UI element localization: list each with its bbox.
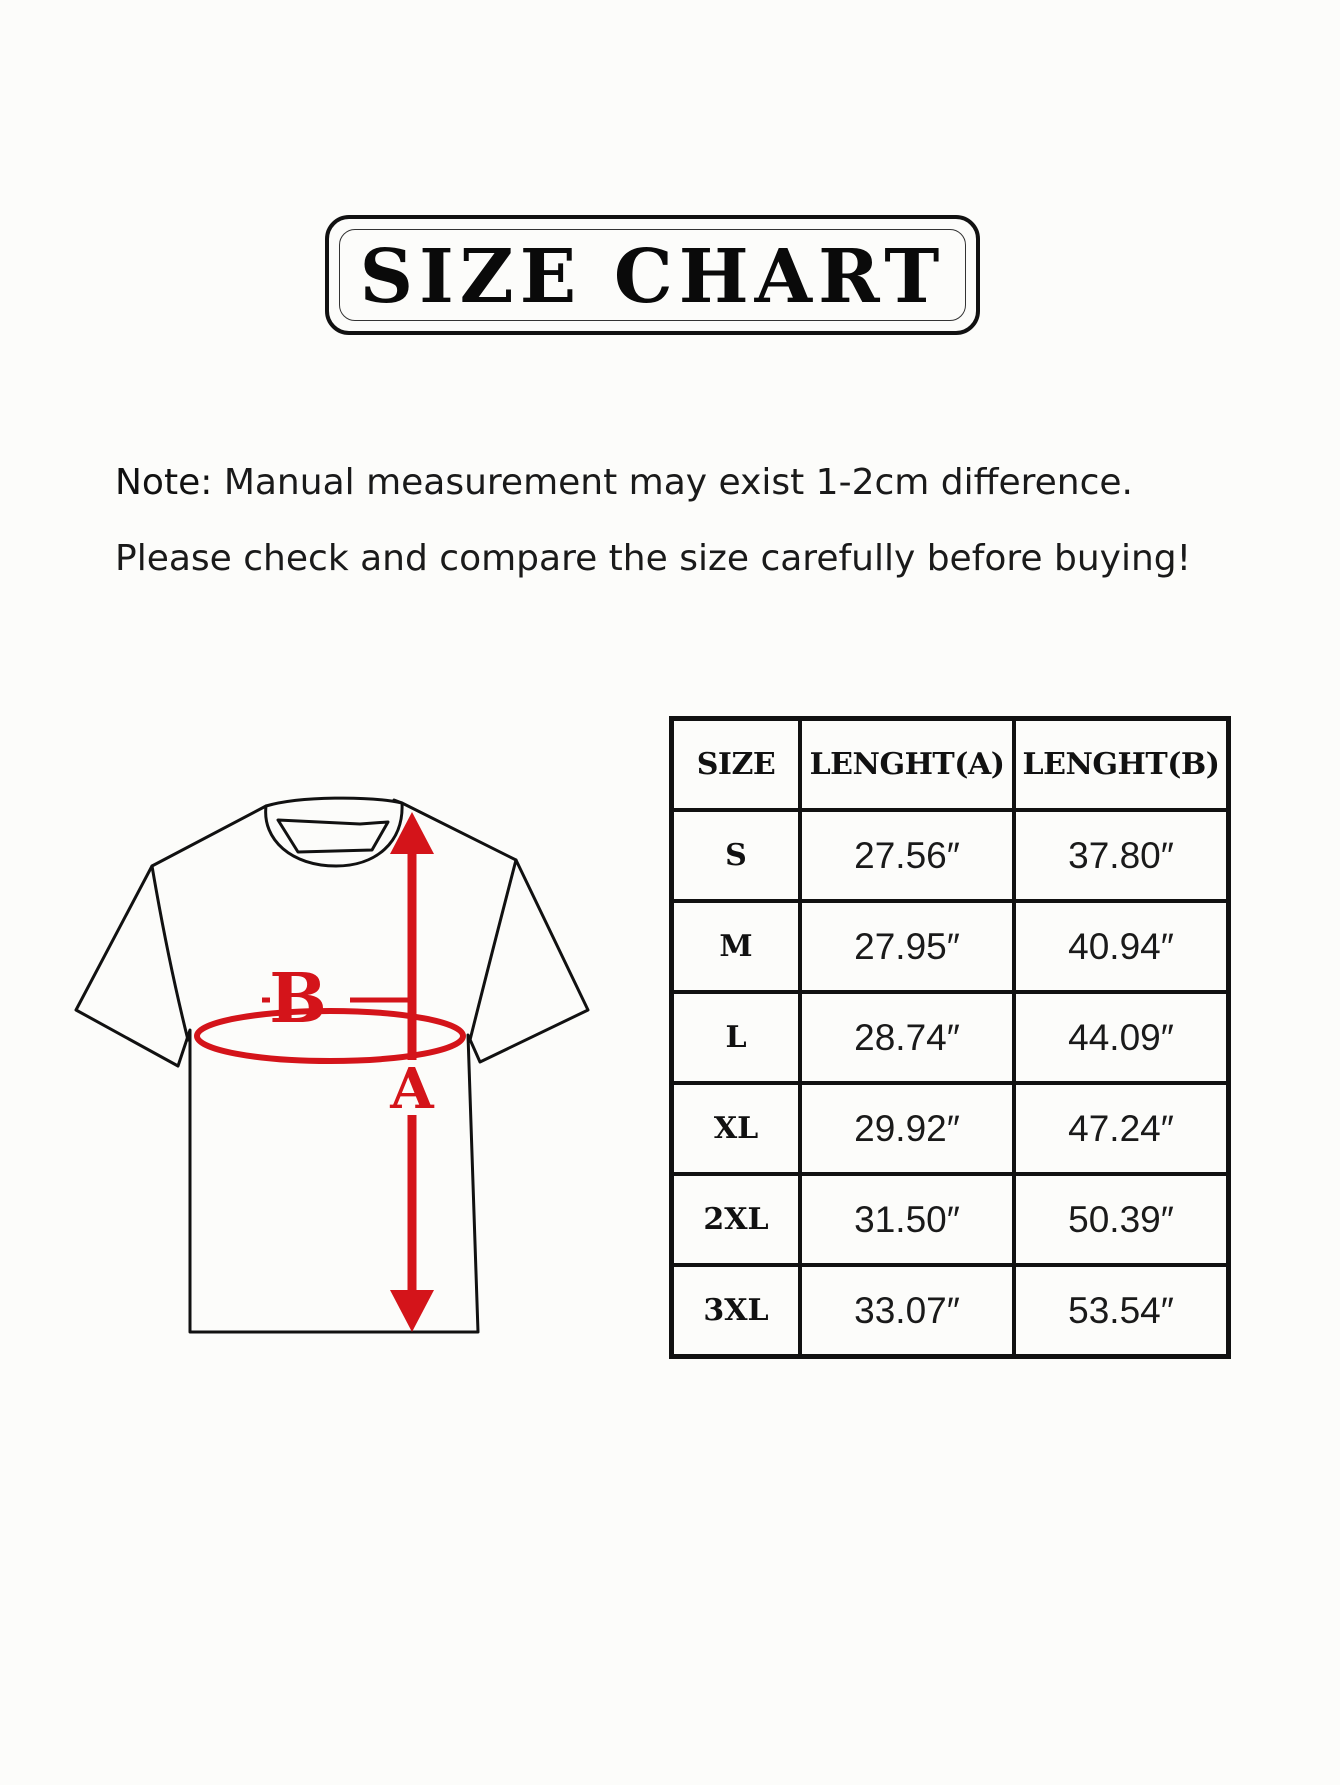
length-a-cell: 31.50″ [800,1174,1014,1265]
table-row [672,1174,1229,1265]
tshirt-right-sleeve-seam [470,860,516,1040]
table-row [672,901,1229,992]
label-b: B [269,959,327,1039]
size-cell: L [672,992,801,1083]
tshirt-neckline-inner [278,820,388,852]
length-b-cell: 37.80″ [1014,810,1229,901]
size-cell: 2XL [672,1174,801,1265]
size-cell: XL [672,1083,801,1174]
table-header-row [672,719,1229,811]
length-b-cell: 50.39″ [1014,1174,1229,1265]
length-b-cell: 53.54″ [1014,1265,1229,1357]
table-row [672,1083,1229,1174]
note-label: Note: [115,462,213,503]
table-row [672,810,1229,901]
note-text-2: Please check and compare the size carefully before buying! [115,538,1192,579]
header-length-a: LENGHT(A) [800,719,1014,811]
arrow-down-head [390,1290,434,1332]
size-cell: S [672,810,801,901]
measure-chest-ellipse [197,1000,463,1061]
size-cell: 3XL [672,1265,801,1357]
table-row [672,1265,1229,1357]
length-a-cell: 29.92″ [800,1083,1014,1174]
header-size: SIZE [672,719,801,811]
length-a-cell: 28.74″ [800,992,1014,1083]
header-length-b: LENGHT(B) [1014,719,1229,811]
length-b-cell: 40.94″ [1014,901,1229,992]
length-a-cell: 33.07″ [800,1265,1014,1357]
length-b-cell: 44.09″ [1014,992,1229,1083]
length-a-cell: 27.56″ [800,810,1014,901]
tshirt-left-sleeve-seam [152,866,188,1040]
length-a-cell: 27.95″ [800,901,1014,992]
label-a: A [390,1056,434,1122]
size-table [669,716,1231,1359]
table-row [672,992,1229,1083]
note-text-1: Manual measurement may exist 1-2cm difference. [223,462,1133,503]
page-title: SIZE CHART [359,234,946,320]
size-cell: M [672,901,801,992]
length-b-cell: 47.24″ [1014,1083,1229,1174]
